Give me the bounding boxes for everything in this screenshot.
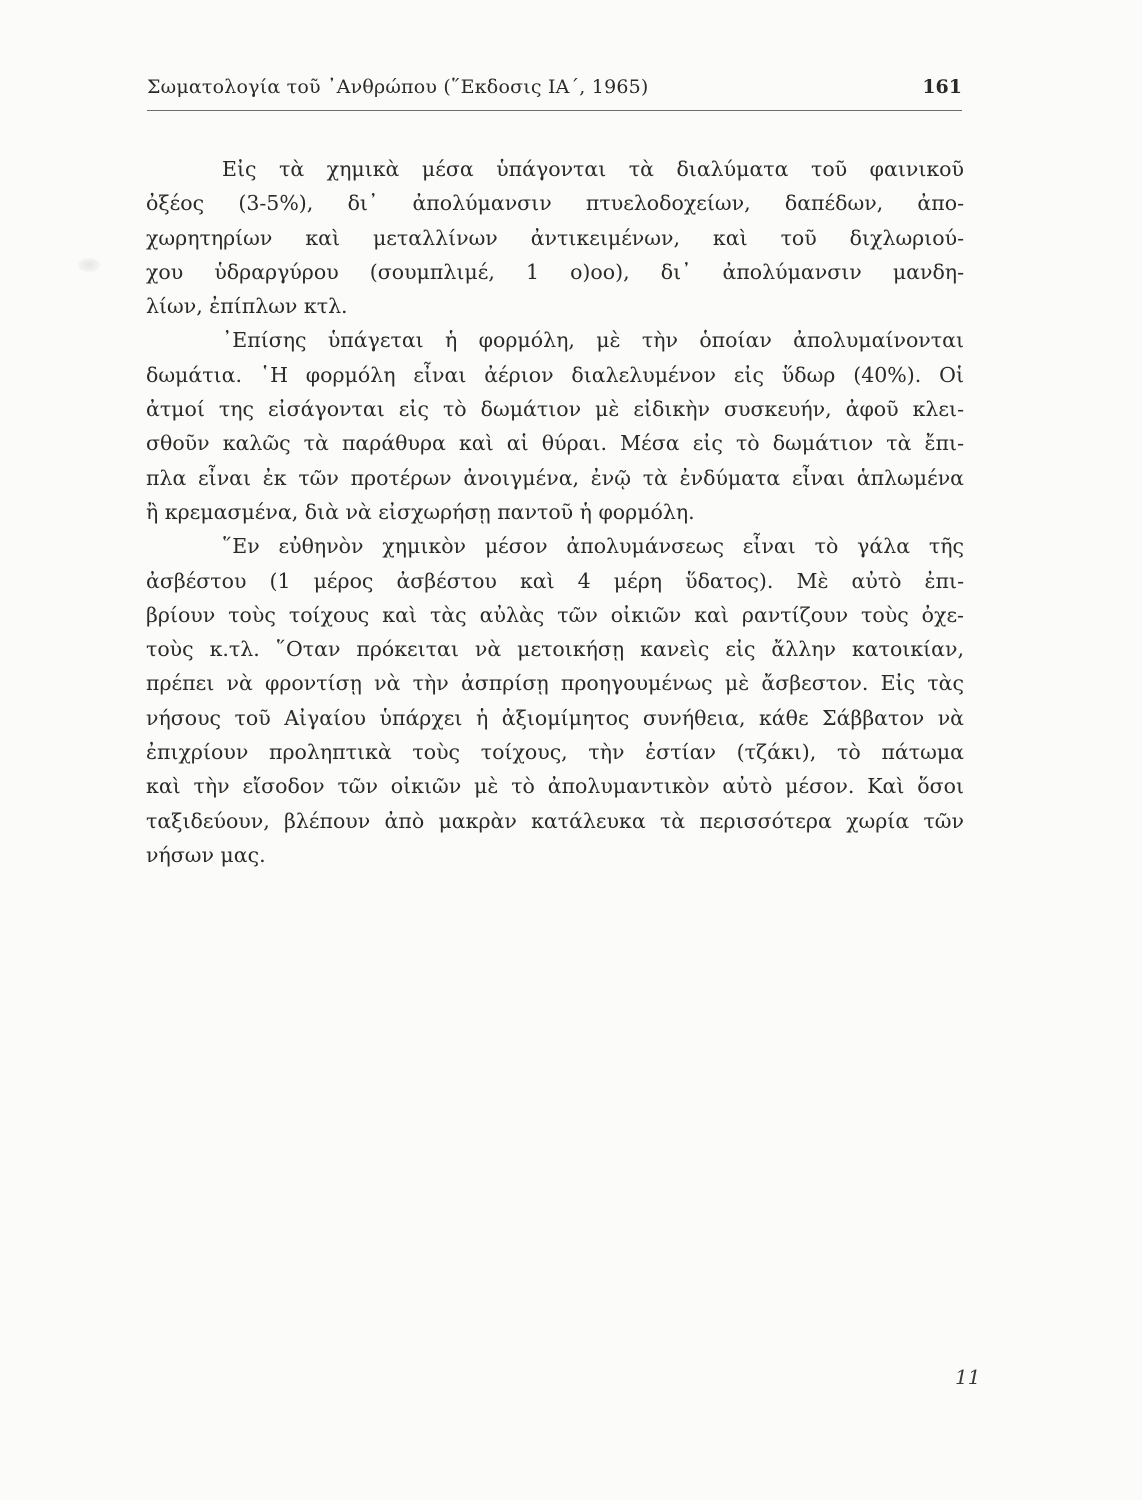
paragraph-formaldehyde (146, 323, 964, 529)
text-line: ἢ κρεμασμένα, διὰ νὰ εἰσχωρήσῃ παντοῦ ἡ φορμόλη. (146, 499, 695, 524)
text-line: νήσων μας. (146, 842, 266, 867)
text-line: χου ὑδραργύρου (σουμπλιμέ, 1 ο)οο), δι᾿ ἀπολύμανσιν μανδη- (146, 259, 964, 284)
page-header (147, 76, 962, 111)
page-number: 161 (922, 76, 962, 98)
text-line: νήσους τοῦ Αἰγαίου ὑπάρχει ἡ ἀξιομίμητος συνήθεια, κάθε Σάββατον νὰ (146, 705, 964, 730)
text-line: λίων, ἐπίπλων κτλ. (146, 294, 348, 319)
paper-smudge (78, 258, 100, 272)
paragraph-chemical-disinfectants (146, 152, 964, 323)
running-title: Σωματολογία τοῦ ᾿Ανθρώπου (῞Εκδοσις ΙΑ΄, 1965) (147, 76, 649, 98)
text-line: ἀτμοί της εἰσάγονται εἰς τὸ δωμάτιον μὲ εἰδικὴν συσκευήν, ἀφοῦ κλει- (146, 397, 964, 422)
text-line: τοὺς κ.τλ. ῞Οταν πρόκειται νὰ μετοικήσῃ κανεὶς εἰς ἄλλην κατοικίαν, (146, 637, 964, 662)
text-line: ἐπιχρίουν προληπτικὰ τοὺς τοίχους, τὴν ἑστίαν (τζάκι), τὸ πάτωμα (146, 740, 964, 765)
text-line: ῞Εν εὐθηνὸν χημικὸν μέσον ἀπολυμάνσεως εἶναι τὸ γάλα τῆς (222, 534, 964, 559)
text-line: χωρητηρίων καὶ μεταλλίνων ἀντικειμένων, καὶ τοῦ διχλωριού- (146, 225, 964, 250)
body-text (146, 152, 964, 872)
text-line: Εἰς τὰ χημικὰ μέσα ὑπάγονται τὰ διαλύματα τοῦ φαινικοῦ (222, 157, 964, 181)
text-line: σθοῦν καλῶς τὰ παράθυρα καὶ αἱ θύραι. Μέσα εἰς τὸ δωμάτιον τὰ ἔπι- (146, 431, 964, 456)
text-line: καὶ τὴν εἴσοδον τῶν οἰκιῶν μὲ τὸ ἀπολυμαντικὸν αὐτὸ μέσον. Καὶ ὅσοι (146, 774, 964, 799)
text-line: ταξιδεύουν, βλέπουν ἀπὸ μακρὰν κατάλευκα τὰ περισσότερα χωρία τῶν (146, 808, 964, 833)
text-line: πλα εἶναι ἐκ τῶν προτέρων ἀνοιγμένα, ἐνῷ τὰ ἐνδύματα εἶναι ἁπλωμένα (146, 465, 964, 490)
text-line: πρέπει νὰ φροντίσῃ νὰ τὴν ἀσπρίσῃ προηγουμένως μὲ ἄσβεστον. Εἰς τὰς (146, 671, 964, 696)
printer-signature-mark: 11 (955, 1365, 981, 1389)
text-line: ᾿Επίσης ὑπάγεται ἡ φορμόλη, μὲ τὴν ὁποίαν ἀπολυμαίνονται (222, 328, 964, 353)
text-line: δωμάτια. ῾Η φορμόλη εἶναι ἀέριον διαλελυμένον εἰς ὕδωρ (40%). Οἱ (146, 362, 964, 387)
text-line: ἀσβέστου (1 μέρος ἀσβέστου καὶ 4 μέρη ὕδατος). Μὲ αὐτὸ ἐπι- (146, 568, 964, 593)
text-line: ὀξέος (3-5%), δι᾿ ἀπολύμανσιν πτυελοδοχείων, δαπέδων, ἀπο- (146, 191, 964, 216)
paragraph-lime-milk (146, 529, 964, 872)
text-line: βρίουν τοὺς τοίχους καὶ τὰς αὐλὰς τῶν οἰκιῶν καὶ ραντίζουν τοὺς ὀχε- (146, 602, 964, 627)
